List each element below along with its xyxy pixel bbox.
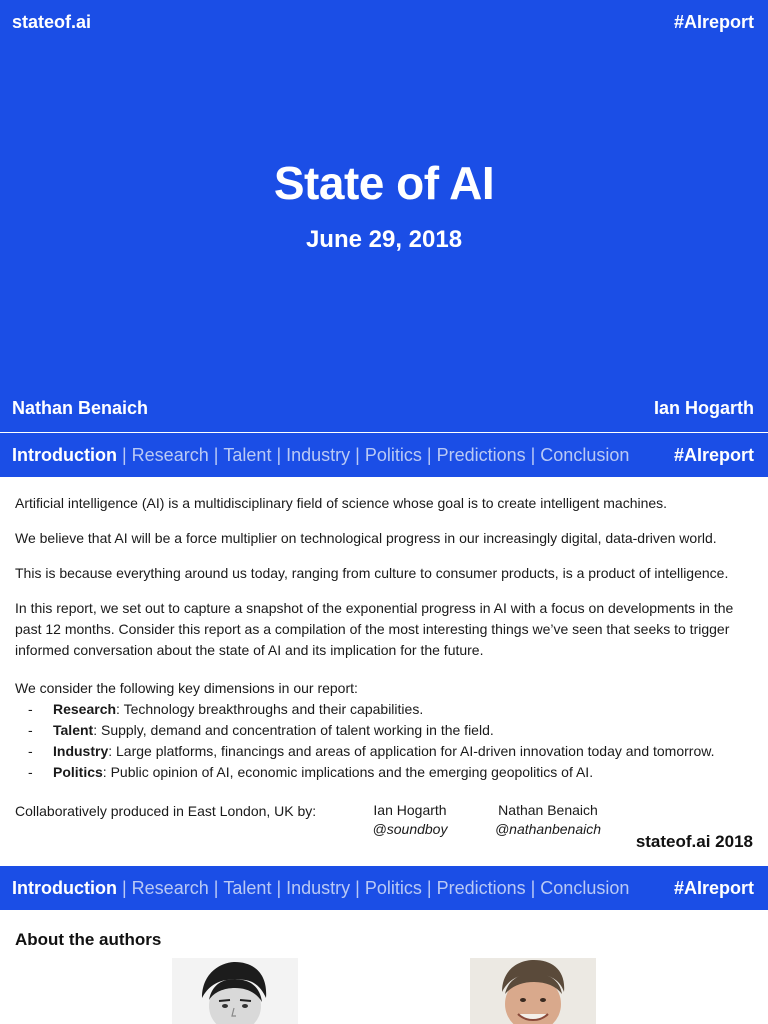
nav-separator: | [213, 444, 219, 465]
nav-item-predictions[interactable]: Predictions [436, 444, 526, 465]
dimension-term: Talent [53, 722, 94, 738]
dimension-desc: : Technology breakthroughs and their capabilities. [116, 701, 424, 717]
list-bullet: - [28, 701, 33, 717]
section-nav-bar [0, 433, 768, 477]
nav-item-research[interactable]: Research [131, 877, 209, 898]
nav-item-industry[interactable]: Industry [286, 877, 351, 898]
nav-separator: | [530, 877, 536, 898]
hashtag-link[interactable]: #AIreport [673, 12, 754, 32]
dimension-desc: : Supply, demand and concentration of talent working in the field. [93, 722, 494, 738]
dimension-term: Politics [53, 764, 103, 780]
nav-item-conclusion[interactable]: Conclusion [540, 444, 630, 465]
dimension-desc: : Public opinion of AI, economic implications and the emerging geopolitics of AI. [102, 764, 594, 780]
nav-separator: | [213, 877, 219, 898]
list-item [28, 762, 748, 783]
intro-paragraph: In this report, we set out to capture a snapshot of the exponential progress in AI with a focus on developments in the past 12 months. Consider this report as a compilation of the most interesting things we’ve seen that seeks to trigger informed conversation about the state of AI and its implication for the future. [15, 600, 734, 658]
credit-name: Nathan Benaich [498, 802, 598, 818]
nav-item-introduction[interactable]: Introduction [12, 444, 117, 465]
nav-separator: | [121, 444, 127, 465]
dimension-term: Research [53, 701, 117, 717]
author-nathan-benaich: Nathan Benaich [12, 398, 149, 418]
collaboration-note: Collaboratively produced in East London, UK by: [15, 803, 317, 819]
report-date: June 29, 2018 [305, 226, 463, 253]
nav-separator: | [530, 444, 536, 465]
portrait-image [470, 958, 596, 1024]
credit-nathan-benaich [486, 801, 610, 839]
nav-separator: | [355, 444, 360, 465]
nav-separator: | [426, 877, 432, 898]
nav-hashtag[interactable]: #AIreport [673, 444, 754, 465]
dimension-term: Industry [53, 743, 109, 759]
credit-handle-link[interactable]: @soundboy [372, 821, 448, 837]
report-title: State of AI [273, 157, 495, 209]
nav-separator: | [121, 877, 127, 898]
portrait-image [172, 958, 298, 1024]
author-ian-hogarth: Ian Hogarth [653, 398, 754, 418]
list-item [28, 699, 748, 720]
brand-link[interactable]: stateof.ai [12, 12, 92, 32]
nav-separator: | [426, 444, 432, 465]
about-heading: About the authors [15, 930, 162, 949]
list-bullet: - [28, 764, 33, 780]
section-nav-items [12, 878, 629, 899]
nav-item-talent[interactable]: Talent [223, 877, 272, 898]
nav-item-industry[interactable]: Industry [286, 444, 351, 465]
list-bullet: - [28, 722, 33, 738]
about-authors-slide [0, 910, 768, 1024]
cover-slide [0, 0, 768, 432]
list-item [28, 741, 748, 762]
intro-paragraph: We believe that AI will be a force multiplier on technological progress in our increasingly digital, data-driven world. [15, 530, 717, 546]
dimension-desc: : Large platforms, financings and areas of application for AI-driven innovation today and tomorrow. [108, 743, 715, 759]
nav-item-politics[interactable]: Politics [364, 877, 422, 898]
author-photo [172, 958, 298, 1024]
nav-item-conclusion[interactable]: Conclusion [540, 877, 630, 898]
intro-paragraph: This is because everything around us today, ranging from culture to consumer products, is a product of intelligence. [15, 565, 729, 581]
nav-separator: | [355, 877, 360, 898]
nav-item-introduction[interactable]: Introduction [12, 877, 117, 898]
intro-paragraph: Artificial intelligence (AI) is a multidisciplinary field of science whose goal is to create intelligent machines. [15, 495, 668, 511]
section-nav-bar [0, 866, 768, 910]
introduction-slide [0, 477, 768, 866]
nav-item-politics[interactable]: Politics [364, 444, 422, 465]
author-photo [470, 958, 596, 1024]
footer-brand: stateof.ai 2018 [635, 832, 753, 851]
nav-hashtag[interactable]: #AIreport [673, 877, 754, 898]
credit-name: Ian Hogarth [373, 802, 447, 818]
nav-item-predictions[interactable]: Predictions [436, 877, 526, 898]
credit-ian-hogarth [356, 801, 464, 839]
list-bullet: - [28, 743, 33, 759]
section-nav-items [12, 445, 629, 466]
nav-item-research[interactable]: Research [131, 444, 209, 465]
credit-handle-link[interactable]: @nathanbenaich [494, 821, 602, 837]
dimensions-lead: We consider the following key dimensions in our report: [15, 680, 358, 696]
list-item [28, 720, 748, 741]
nav-separator: | [276, 877, 282, 898]
nav-separator: | [276, 444, 282, 465]
dimensions-list [28, 699, 748, 783]
nav-item-talent[interactable]: Talent [223, 444, 272, 465]
